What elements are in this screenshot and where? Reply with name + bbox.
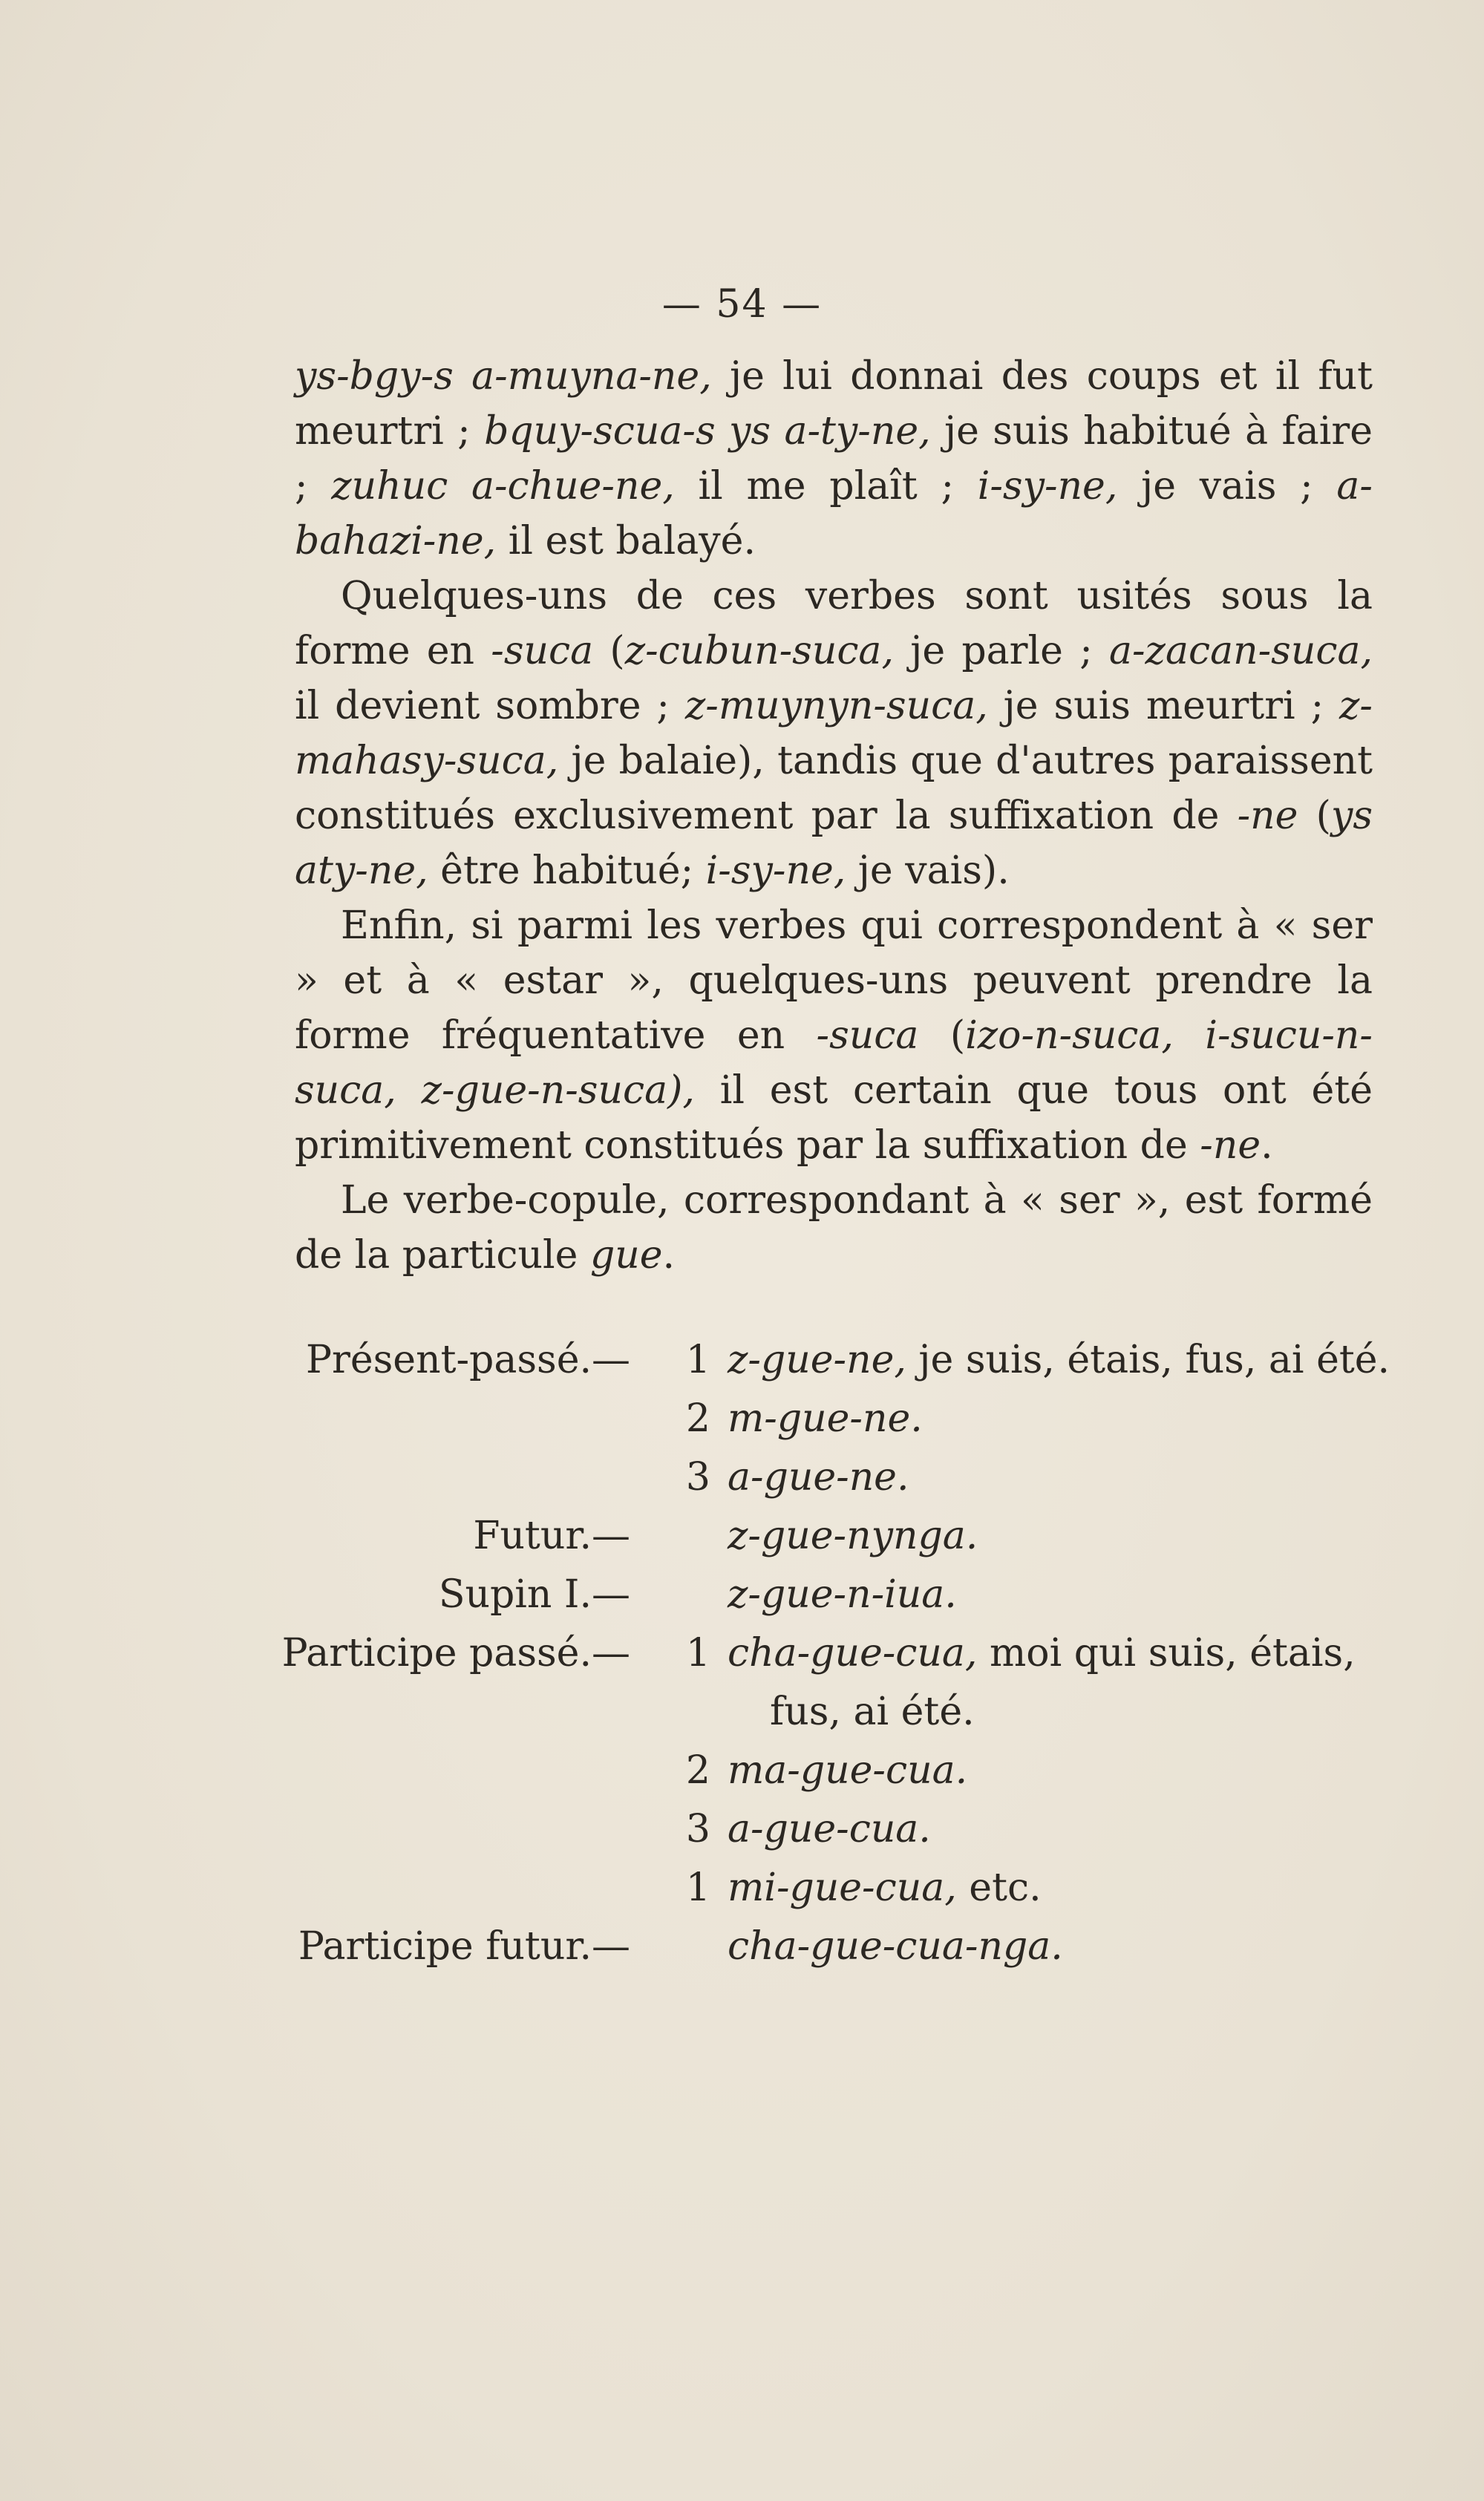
- person-number: 3: [685, 1455, 710, 1500]
- example-form: ys-bgy-s a-muyna-ne,: [295, 354, 712, 399]
- example-form: izo-n-suca, i-sucu-n-suca, z-gue-n-suca),: [295, 1013, 1373, 1113]
- example-form: a-zacan-suca,: [1108, 629, 1373, 673]
- paragraph-2: [295, 569, 1373, 898]
- verb-form: z-gue-n-iua.: [728, 1572, 957, 1617]
- paragraph-3: [295, 898, 1373, 1173]
- person-number: 2: [685, 1396, 710, 1441]
- verb-form-line: [728, 1918, 1373, 1976]
- verb-form: cha-gue-cua,: [728, 1631, 978, 1675]
- conjugation-table: [281, 1331, 1390, 1976]
- verb-gloss: je suis, étais, fus, ai été.: [906, 1338, 1390, 1382]
- gloss-text: je lui donnai des coups et il fut meurtri ;: [295, 354, 1373, 454]
- gloss-text: je suis habitué à faire ;: [295, 409, 1373, 509]
- example-form: z-cubun-suca,: [624, 629, 894, 673]
- body-sentence: Enfin, si parmi les verbes qui correspondent à « ser » et à « estar », quelques-uns peuvent prendre la forme fréquentative en: [295, 903, 1373, 1058]
- suffix-form: -suca: [816, 1013, 919, 1058]
- person-number: 2: [685, 1748, 710, 1793]
- example-form: ys aty-ne,: [295, 794, 1373, 893]
- paragraph-4: [295, 1173, 1373, 1283]
- example-form: bquy-scua-s ys a-ty-ne,: [484, 409, 931, 454]
- person-number: 1: [685, 1866, 710, 1910]
- verb-form-line: [728, 1624, 1373, 1683]
- verb-form-line: [728, 1448, 1373, 1507]
- body-sentence: .: [662, 1233, 676, 1278]
- gloss-text: il me plaît ;: [674, 464, 978, 509]
- conjugation-row: [295, 1331, 1390, 1390]
- suffix-form: -suca: [491, 629, 594, 673]
- verb-form-line: [728, 1800, 1373, 1859]
- tense-label: Futur.: [473, 1514, 592, 1558]
- verb-gloss: moi qui suis, étais,: [977, 1631, 1356, 1675]
- conjugation-row: [295, 1800, 1373, 1859]
- gloss-text: je suis meurtri ;: [987, 684, 1340, 728]
- em-dash: —: [592, 1631, 630, 1675]
- gloss-text: je parle ;: [893, 629, 1109, 673]
- conjugation-row: [295, 1859, 1373, 1918]
- verb-form-line: [728, 1742, 1373, 1800]
- suffix-form: -ne: [1237, 794, 1298, 838]
- person-number: 1: [685, 1338, 710, 1382]
- example-form: i-sy-ne,: [705, 849, 846, 893]
- page-number: — 54 —: [661, 282, 823, 327]
- tense-label: Participe futur.: [298, 1924, 592, 1969]
- example-form: zuhuc a-chue-ne,: [331, 464, 675, 509]
- body-sentence: je balaie), tandis que d'autres paraissent constitués exclusivement par la suffixation de: [295, 739, 1373, 838]
- tense-label: Présent-passé.: [306, 1338, 592, 1382]
- conjugation-row: [295, 1390, 1373, 1448]
- tense-label: Supin I.: [438, 1572, 592, 1617]
- verb-form: cha-gue-cua-nga.: [728, 1924, 1063, 1969]
- example-form: i-sy-ne,: [977, 464, 1118, 509]
- verb-form: ma-gue-cua.: [728, 1748, 968, 1793]
- body-sentence: .: [1261, 1123, 1273, 1168]
- verb-form: z-gue-ne,: [728, 1338, 906, 1382]
- example-form: z-mahasy-suca,: [295, 684, 1373, 783]
- verb-form-line: [728, 1859, 1373, 1918]
- verb-form: a-gue-ne.: [728, 1455, 909, 1500]
- body-sentence: il est certain que tous ont été primitivement constitués par la suffixation de: [295, 1068, 1373, 1168]
- gloss-text: il devient sombre ;: [295, 684, 685, 728]
- body-sentence: (: [918, 1013, 966, 1058]
- body-sentence: (: [1298, 794, 1331, 838]
- body-sentence: Le verbe-copule, correspondant à « ser », est formé de la particule: [295, 1178, 1373, 1278]
- gloss-text: il est balayé.: [496, 519, 756, 563]
- em-dash: —: [592, 1924, 630, 1969]
- gloss-text: je vais).: [846, 849, 1010, 893]
- verb-form-line: [728, 1507, 1373, 1566]
- verb-form: a-gue-cua.: [728, 1807, 931, 1851]
- paragraph-1: [295, 349, 1373, 569]
- verb-form: z-gue-nynga.: [728, 1514, 978, 1558]
- gloss-text: je vais ;: [1117, 464, 1337, 509]
- verb-form-line: [728, 1566, 1373, 1624]
- verb-gloss-continued: fus, ai été.: [770, 1690, 975, 1734]
- em-dash: —: [592, 1572, 630, 1617]
- particle-form: gue: [589, 1233, 663, 1278]
- conjugation-row: [295, 1918, 1373, 1976]
- body-text: [295, 349, 1373, 1283]
- verb-form: mi-gue-cua,: [728, 1866, 957, 1910]
- conjugation-row: [295, 1566, 1373, 1624]
- em-dash: —: [592, 1338, 630, 1382]
- conjugation-row: [281, 1624, 1373, 1742]
- example-form: a-bahazi-ne,: [295, 464, 1373, 563]
- conjugation-row: [295, 1742, 1373, 1800]
- verb-form: m-gue-ne.: [728, 1396, 923, 1441]
- body-sentence: Quelques-uns de ces verbes sont usités sous la forme en: [295, 574, 1373, 673]
- conjugation-row: [295, 1448, 1373, 1507]
- verb-form-line: [728, 1390, 1373, 1448]
- conjugation-row: [295, 1507, 1373, 1566]
- suffix-form: -ne: [1200, 1123, 1261, 1168]
- person-number: 1: [685, 1631, 710, 1675]
- tense-label: Participe passé.: [281, 1631, 592, 1675]
- verb-gloss: etc.: [956, 1866, 1042, 1910]
- body-sentence: (: [593, 629, 625, 673]
- person-number: 3: [685, 1807, 710, 1851]
- em-dash: —: [592, 1514, 630, 1558]
- gloss-text: être habitué;: [428, 849, 706, 893]
- example-form: z-muynyn-suca,: [684, 684, 988, 728]
- verb-form-line: [728, 1331, 1390, 1390]
